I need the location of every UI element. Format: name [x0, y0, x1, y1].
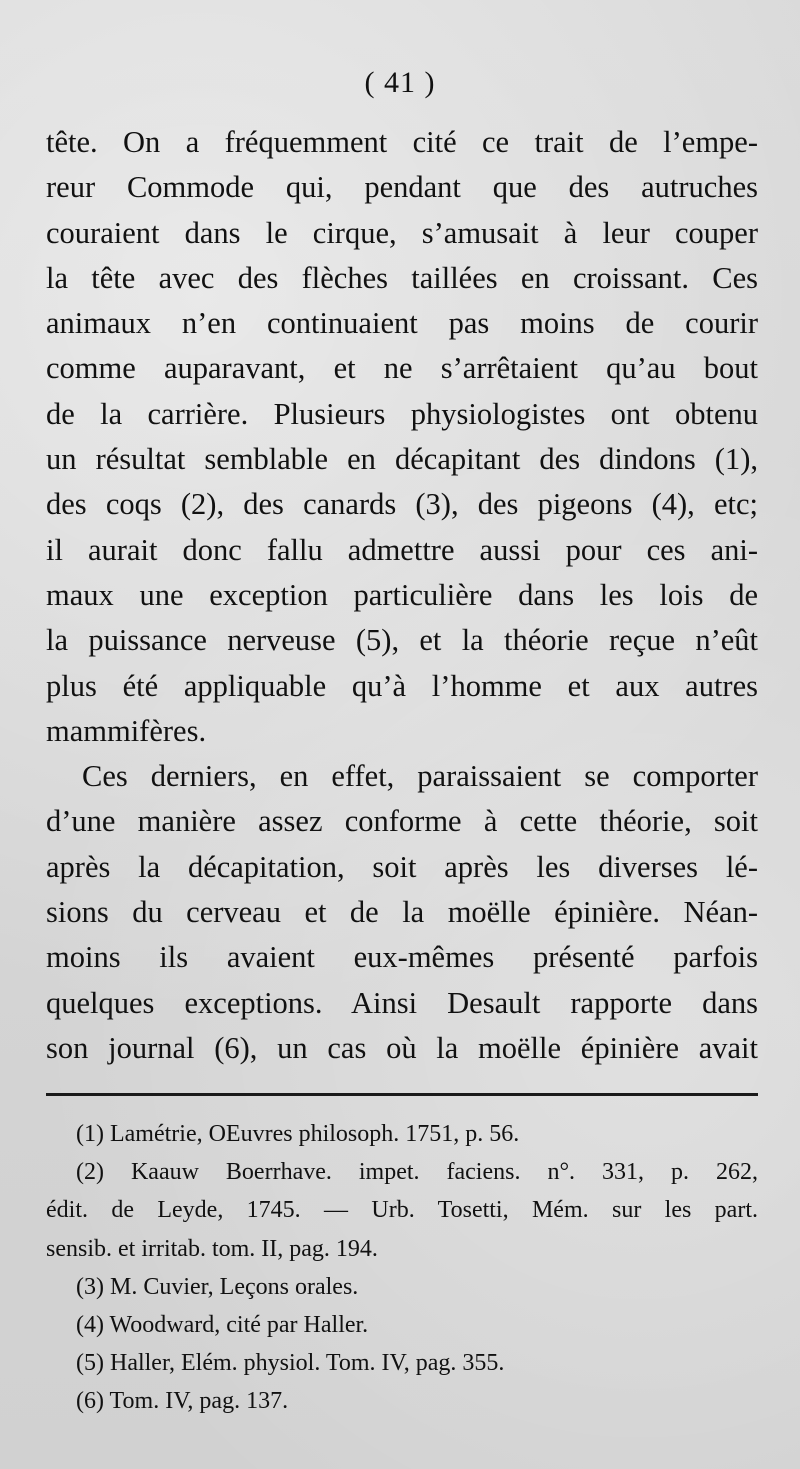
- footnote-rule: [46, 1093, 758, 1096]
- footnote-line: (3) M. Cuvier, Leçons orales.: [76, 1273, 359, 1300]
- footnote-line: (5) Haller, Elém. physiol. Tom. IV, pag. 355.: [76, 1350, 505, 1377]
- text-line: quelques exceptions. Ainsi Desault rapporte dans: [46, 985, 758, 1020]
- text-line: il aurait donc fallu admettre aussi pour ces ani-: [46, 532, 758, 567]
- footnote-line: (2) Kaauw Boerrhave. impet. faciens. n°. 331, p. 262,: [76, 1159, 758, 1186]
- text-line: d’une manière assez conforme à cette théorie, soit: [46, 804, 758, 839]
- footnote-line: (1) Lamétrie, OEuvres philosoph. 1751, p. 56.: [76, 1121, 520, 1147]
- footnotes: [46, 1115, 758, 1421]
- text-line: de la carrière. Plusieurs physiologistes ont obtenu: [46, 396, 758, 431]
- footnote-line: édit. de Leyde, 1745. — Urb. Tosetti, Mém. sur les part.: [46, 1197, 758, 1224]
- page-number: ( 41 ): [364, 66, 436, 99]
- text-line: plus été appliquable qu’à l’homme et aux autres: [46, 668, 758, 703]
- footnote-line: sensib. et irritab. tom. II, pag. 194.: [46, 1235, 378, 1262]
- text-line: Ces derniers, en effet, paraissaient se comporter: [82, 759, 758, 794]
- text-line: la puissance nerveuse (5), et la théorie reçue n’eût: [46, 623, 758, 658]
- text-line: couraient dans le cirque, s’amusait à leur couper: [46, 215, 758, 250]
- text-line: la tête avec des flèches taillées en croissant. Ces: [46, 260, 758, 295]
- text-line: mammifères.: [46, 713, 207, 748]
- footnote-line: (4) Woodward, cité par Haller.: [76, 1311, 369, 1338]
- text-line: un résultat semblable en décapitant des dindons (1),: [46, 442, 758, 477]
- text-line: après la décapitation, soit après les diverses lé-: [46, 849, 758, 884]
- text-line: des coqs (2), des canards (3), des pigeons (4), etc;: [46, 487, 758, 522]
- text-line: moins ils avaient eux-mêmes présenté parfois: [46, 940, 758, 975]
- text-line: comme auparavant, et ne s’arrêtaient qu’au bout: [46, 351, 758, 386]
- text-line: tête. On a fréquemment cité ce trait de l’empe-: [46, 125, 758, 159]
- footnote-line: (6) Tom. IV, pag. 137.: [76, 1388, 289, 1415]
- text-line: son journal (6), un cas où la moëlle épinière avait: [46, 1030, 758, 1065]
- text-line: maux une exception particulière dans les lois de: [46, 577, 758, 612]
- main-text: [46, 120, 758, 1071]
- text-line: reur Commode qui, pendant que des autruches: [46, 170, 758, 205]
- text-line: animaux n’en continuaient pas moins de courir: [46, 306, 758, 341]
- text-line: sions du cerveau et de la moëlle épinière. Néan-: [46, 895, 758, 930]
